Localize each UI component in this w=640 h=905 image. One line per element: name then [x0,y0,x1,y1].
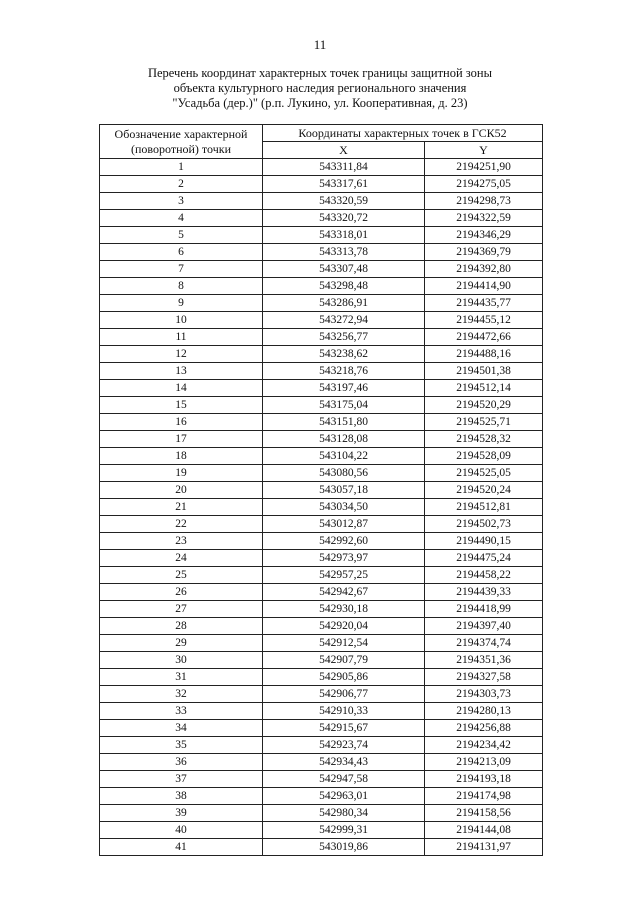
cell-point-number: 15 [100,397,263,414]
cell-x: 542942,67 [263,584,425,601]
table-row [100,584,543,601]
cell-y: 2194512,14 [425,380,543,397]
cell-point-number: 39 [100,805,263,822]
table-row [100,380,543,397]
cell-point-number: 25 [100,567,263,584]
cell-point-number: 34 [100,720,263,737]
cell-y: 2194275,05 [425,176,543,193]
cell-x: 543012,87 [263,516,425,533]
table-row [100,244,543,261]
table-row [100,601,543,618]
cell-y: 2194193,18 [425,771,543,788]
cell-x: 543256,77 [263,329,425,346]
document-title [60,66,580,111]
cell-y: 2194512,81 [425,499,543,516]
table-row [100,261,543,278]
cell-y: 2194397,40 [425,618,543,635]
cell-point-number: 14 [100,380,263,397]
table-body [100,159,543,856]
table-row [100,516,543,533]
page-number: 11 [313,37,327,52]
table-row [100,652,543,669]
cell-x: 542920,04 [263,618,425,635]
cell-x: 542910,33 [263,703,425,720]
cell-point-number: 4 [100,210,263,227]
cell-y: 2194303,73 [425,686,543,703]
cell-x: 542930,18 [263,601,425,618]
cell-point-number: 6 [100,244,263,261]
cell-x: 543175,04 [263,397,425,414]
cell-x: 543197,46 [263,380,425,397]
table-row [100,550,543,567]
cell-x: 543218,76 [263,363,425,380]
table-row [100,278,543,295]
cell-point-number: 2 [100,176,263,193]
cell-point-number: 35 [100,737,263,754]
cell-x: 543104,22 [263,448,425,465]
cell-x: 542912,54 [263,635,425,652]
cell-x: 542999,31 [263,822,425,839]
cell-x: 543272,94 [263,312,425,329]
cell-x: 542906,77 [263,686,425,703]
cell-x: 543320,72 [263,210,425,227]
table-row [100,737,543,754]
cell-point-number: 22 [100,516,263,533]
cell-y: 2194528,32 [425,431,543,448]
cell-x: 543320,59 [263,193,425,210]
cell-y: 2194298,73 [425,193,543,210]
cell-y: 2194251,90 [425,159,543,176]
cell-x: 542934,43 [263,754,425,771]
table-row [100,414,543,431]
table-row [100,805,543,822]
title-line-3: "Усадьба (дер.)" (р.п. Лукино, ул. Кооперативная, д. 23) [172,96,468,110]
header-y: Y [425,142,543,159]
table-row [100,465,543,482]
table-row [100,788,543,805]
cell-x: 542992,60 [263,533,425,550]
cell-y: 2194475,24 [425,550,543,567]
cell-point-number: 29 [100,635,263,652]
cell-y: 2194490,15 [425,533,543,550]
cell-x: 542905,86 [263,669,425,686]
cell-y: 2194369,79 [425,244,543,261]
cell-y: 2194418,99 [425,601,543,618]
header-designation-line-1: Обозначение характерной [114,126,248,141]
table-row [100,669,543,686]
cell-y: 2194158,56 [425,805,543,822]
cell-x: 543238,62 [263,346,425,363]
cell-y: 2194488,16 [425,346,543,363]
cell-point-number: 10 [100,312,263,329]
table-row [100,431,543,448]
table-row [100,397,543,414]
table-row [100,703,543,720]
cell-point-number: 28 [100,618,263,635]
table-row [100,754,543,771]
cell-x: 543286,91 [263,295,425,312]
cell-point-number: 21 [100,499,263,516]
cell-x: 542923,74 [263,737,425,754]
cell-x: 543311,84 [263,159,425,176]
cell-point-number: 37 [100,771,263,788]
cell-y: 2194174,98 [425,788,543,805]
cell-x: 543128,08 [263,431,425,448]
cell-y: 2194525,05 [425,465,543,482]
table-row [100,210,543,227]
cell-y: 2194131,97 [425,839,543,856]
table-row [100,312,543,329]
cell-point-number: 26 [100,584,263,601]
cell-y: 2194346,29 [425,227,543,244]
table-row [100,771,543,788]
cell-x: 542973,97 [263,550,425,567]
cell-y: 2194322,59 [425,210,543,227]
cell-point-number: 5 [100,227,263,244]
table-row [100,159,543,176]
cell-x: 542957,25 [263,567,425,584]
cell-point-number: 8 [100,278,263,295]
cell-x: 542947,58 [263,771,425,788]
cell-x: 542980,34 [263,805,425,822]
cell-x: 542915,67 [263,720,425,737]
cell-y: 2194327,58 [425,669,543,686]
cell-y: 2194374,74 [425,635,543,652]
cell-y: 2194501,38 [425,363,543,380]
cell-point-number: 38 [100,788,263,805]
cell-point-number: 7 [100,261,263,278]
cell-point-number: 16 [100,414,263,431]
table-row [100,193,543,210]
table-row [100,635,543,652]
table-row [100,567,543,584]
cell-point-number: 33 [100,703,263,720]
cell-y: 2194280,13 [425,703,543,720]
cell-point-number: 32 [100,686,263,703]
table-row [100,363,543,380]
table-row [100,822,543,839]
cell-x: 543034,50 [263,499,425,516]
cell-y: 2194520,29 [425,397,543,414]
table-row [100,176,543,193]
table-row [100,295,543,312]
cell-y: 2194528,09 [425,448,543,465]
cell-y: 2194144,08 [425,822,543,839]
cell-point-number: 24 [100,550,263,567]
cell-y: 2194435,77 [425,295,543,312]
cell-point-number: 20 [100,482,263,499]
cell-point-number: 3 [100,193,263,210]
cell-x: 543313,78 [263,244,425,261]
cell-point-number: 23 [100,533,263,550]
table-row [100,448,543,465]
header-x: X [263,142,425,159]
cell-point-number: 13 [100,363,263,380]
cell-x: 543151,80 [263,414,425,431]
title-line-1: Перечень координат характерных точек границы защитной зоны [147,66,493,80]
cell-point-number: 40 [100,822,263,839]
cell-y: 2194520,24 [425,482,543,499]
cell-y: 2194455,12 [425,312,543,329]
cell-y: 2194213,09 [425,754,543,771]
cell-point-number: 19 [100,465,263,482]
cell-y: 2194472,66 [425,329,543,346]
cell-y: 2194414,90 [425,278,543,295]
cell-y: 2194234,42 [425,737,543,754]
title-line-2: объекта культурного наследия регионального значения [173,81,467,95]
cell-x: 543080,56 [263,465,425,482]
header-designation-line-2: (поворотной) точки [131,141,231,156]
table-row [100,227,543,244]
cell-y: 2194351,36 [425,652,543,669]
cell-point-number: 31 [100,669,263,686]
table-row [100,686,543,703]
cell-y: 2194458,22 [425,567,543,584]
table-row [100,346,543,363]
header-point-designation [100,125,263,159]
table-row [100,499,543,516]
cell-point-number: 41 [100,839,263,856]
cell-x: 543307,48 [263,261,425,278]
cell-x: 542963,01 [263,788,425,805]
cell-point-number: 36 [100,754,263,771]
table-row [100,329,543,346]
cell-y: 2194439,33 [425,584,543,601]
table-row [100,839,543,856]
cell-y: 2194525,71 [425,414,543,431]
cell-point-number: 9 [100,295,263,312]
cell-point-number: 27 [100,601,263,618]
cell-point-number: 12 [100,346,263,363]
cell-x: 543317,61 [263,176,425,193]
cell-x: 543298,48 [263,278,425,295]
cell-y: 2194502,73 [425,516,543,533]
table-row [100,720,543,737]
cell-x: 543057,18 [263,482,425,499]
cell-point-number: 18 [100,448,263,465]
cell-x: 542907,79 [263,652,425,669]
table-row [100,533,543,550]
table-row [100,618,543,635]
coordinates-table [99,124,543,856]
cell-point-number: 30 [100,652,263,669]
cell-y: 2194256,88 [425,720,543,737]
cell-x: 543318,01 [263,227,425,244]
table-row [100,482,543,499]
cell-point-number: 1 [100,159,263,176]
cell-point-number: 17 [100,431,263,448]
cell-y: 2194392,80 [425,261,543,278]
header-coordinates: Координаты характерных точек в ГСК52 [263,125,543,142]
cell-point-number: 11 [100,329,263,346]
cell-x: 543019,86 [263,839,425,856]
